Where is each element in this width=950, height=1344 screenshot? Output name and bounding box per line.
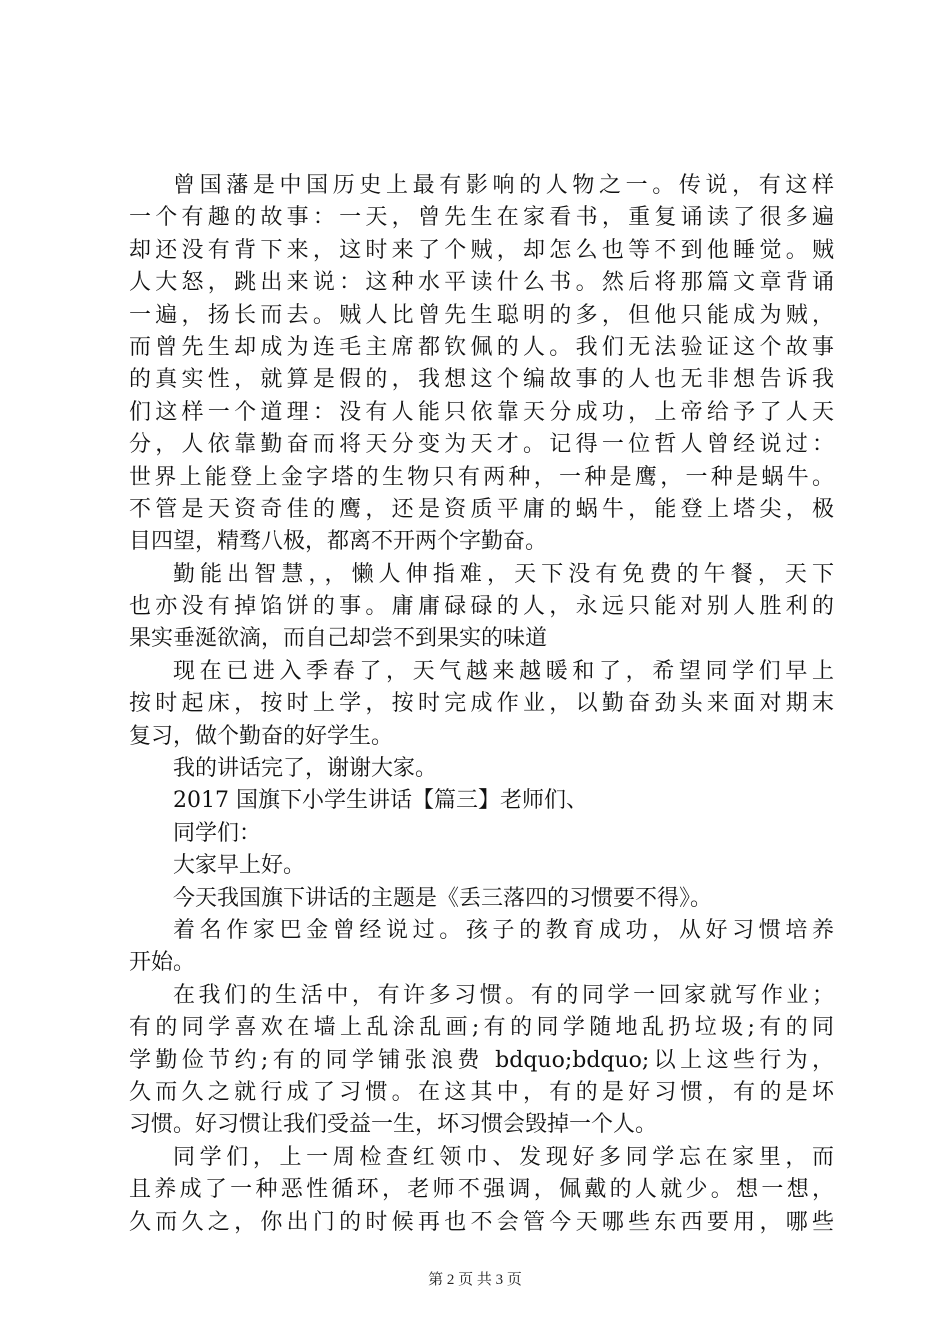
text-line: 在我们的生活中，有许多习惯。有的同学一回家就写作业； <box>173 982 834 1008</box>
document-body <box>129 170 834 1239</box>
text-line: 大家早上好。 <box>173 853 306 879</box>
text-line: 我的讲话完了，谢谢大家。 <box>173 756 438 782</box>
text-line: 且养成了一种恶性循环，老师不强调，佩戴的人就少。想一想， <box>129 1177 834 1203</box>
text-line: 同学们： <box>173 820 262 846</box>
text-line: 开始。 <box>129 950 196 976</box>
text-line: 同学们，上一周检查红领巾、发现好多同学忘在家里，而 <box>173 1144 834 1170</box>
text-line: 的真实性，就算是假的，我想这个编故事的人也无非想告诉我 <box>129 367 834 393</box>
page-indicator: 第 2 页 共 3 页 <box>428 1272 522 1288</box>
text-line: 习惯。好习惯让我们受益一生，坏习惯会毁掉一个人。 <box>129 1112 658 1138</box>
text-line: 却还没有背下来，这时来了个贼，却怎么也等不到他睡觉。贼 <box>129 237 834 263</box>
text-line: 而曾先生却成为连毛主席都钦佩的人。我们无法验证这个故事 <box>129 334 834 360</box>
text-line: 有的同学喜欢在墙上乱涂乱画;有的同学随地乱扔垃圾;有的同 <box>129 1015 834 1041</box>
text-line: 果实垂涎欲滴，而自己却尝不到果实的味道 <box>129 626 548 652</box>
text-line: 复习，做个勤奋的好学生。 <box>129 723 394 749</box>
text-line: 现在已进入季春了，天气越来越暖和了，希望同学们早上 <box>173 658 834 684</box>
text-line: 学勤俭节约;有的同学铺张浪费 bdquo;bdquo;以上这些行为， <box>129 1047 834 1073</box>
text-line: 一遍，扬长而去。贼人比曾先生聪明的多，但他只能成为贼， <box>129 302 834 328</box>
text-line: 世界上能登上金字塔的生物只有两种，一种是鹰，一种是蜗牛。 <box>129 464 834 490</box>
page-footer <box>0 1270 950 1290</box>
text-line: 也亦没有掉馅饼的事。庸庸碌碌的人，永远只能对别人胜利的 <box>129 594 834 620</box>
text-line: 2017 国旗下小学生讲话【篇三】老师们、 <box>173 788 588 814</box>
text-line: 不管是天资奇佳的鹰，还是资质平庸的蜗牛，能登上塔尖，极 <box>129 496 834 522</box>
text-line: 分，人依靠勤奋而将天分变为天才。记得一位哲人曾经说过： <box>129 432 834 458</box>
text-line: 按时起床，按时上学，按时完成作业，以勤奋劲头来面对期末 <box>129 691 834 717</box>
text-line: 曾国藩是中国历史上最有影响的人物之一。传说，有这样 <box>173 173 834 198</box>
text-line: 今天我国旗下讲话的主题是《丢三落四的习惯要不得》。 <box>173 885 713 911</box>
text-line: 久而久之，你出门的时候再也不会管今天哪些东西要用，哪些 <box>129 1209 834 1235</box>
text-line: 们这样一个道理：没有人能只依靠天分成功，上帝给予了人天 <box>129 399 834 425</box>
text-line: 着名作家巴金曾经说过。孩子的教育成功，从好习惯培养 <box>173 917 834 943</box>
text-line: 久而久之就行成了习惯。在这其中，有的是好习惯，有的是坏 <box>129 1079 834 1105</box>
text-line: 人大怒，跳出来说：这种水平读什么书。然后将那篇文章背诵 <box>129 270 834 296</box>
text-line: 一个有趣的故事：一天，曾先生在家看书，重复诵读了很多遍 <box>129 205 834 231</box>
text-line: 目四望，精骛八极，都离不开两个字勤奋。 <box>129 529 548 555</box>
text-line: 勤能出智慧，，懒人伸指难，天下没有免费的午餐，天下 <box>173 561 834 587</box>
